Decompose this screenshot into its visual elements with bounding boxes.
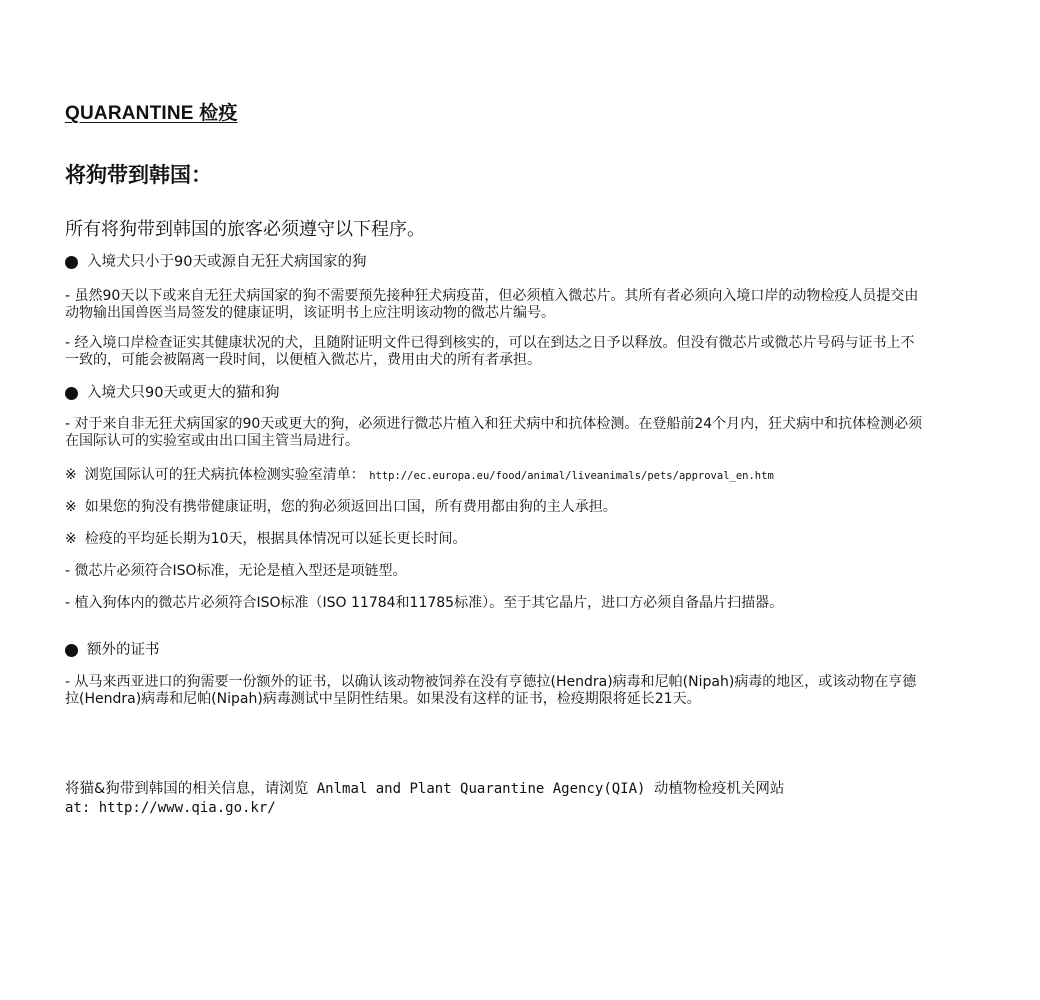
footer-agency-name: Anlmal and Plant Quarantine Agency(QIA) (308, 781, 654, 797)
footer-info (65, 780, 925, 818)
section1-heading-text: 入境犬只小于90天或源自无狂犬病国家的狗 (87, 254, 367, 270)
section2-heading-text: 入境犬只90天或更大的猫和狗 (87, 385, 280, 401)
bullet-dot-icon (65, 644, 78, 657)
note-mark: ※ (65, 467, 77, 483)
section3-paragraph-1: - 从马来西亚进口的狗需要一份额外的证书，以确认该动物被饲养在没有亨德拉(Hendra)病毒和尼帕(Nipah)病毒的地区，或该动物在亨德拉(Hendra)病毒和尼帕(Nipah)病毒测试中呈阴性结果。如果没有这样的证书，检疫期限将延长21天。 (65, 674, 917, 707)
note-quarantine-period-text: 检疫的平均延长期为10天，根据具体情况可以延长更长时间。 (84, 531, 467, 547)
footer-website-link[interactable]: at: http://www.qia.go.kr/ (65, 800, 276, 816)
section3-heading (65, 640, 160, 660)
section2-heading (65, 383, 279, 403)
section2-paragraph-1: - 对于来自非无狂犬病国家的90天或更大的狗，必须进行微芯片植入和狂犬病中和抗体检测。在登船前24个月内，狂犬病中和抗体检测必须在国际认可的实验室或由出口国主管当局进行。 (65, 416, 923, 449)
intro-text: 所有将狗带到韩国的旅客必须遵守以下程序。 (65, 219, 425, 240)
section1-paragraph-2: - 经入境口岸检查证实其健康状况的犬，且随附证明文件已得到核实的，可以在到达之日予以释放。但没有微芯片或微芯片号码与证书上不一致的，可能会被隔离一段时间，以便植入微芯片，费用由犬的所有者承担。 (65, 335, 915, 368)
lab-list-link[interactable]: http://ec.europa.eu/food/animal/liveanimals/pets/approval_en.htm (369, 470, 774, 482)
note-mark: ※ (65, 499, 77, 515)
footer-text-suffix: 动植物检疫机关网站 (653, 781, 785, 797)
section3-heading-text: 额外的证书 (87, 642, 160, 658)
note-health-certificate-text: 如果您的狗没有携带健康证明，您的狗必须返回出口国，所有费用都由狗的主人承担。 (84, 499, 617, 515)
note-mark: ※ (65, 531, 77, 547)
bullet-dot-icon (65, 387, 78, 400)
bullet-dot-icon (65, 256, 78, 269)
note-health-certificate (65, 498, 925, 516)
document-title: QUARANTINE 检疫 (65, 103, 238, 124)
section1-heading (65, 252, 366, 272)
note-lab-list (65, 466, 925, 485)
section1-paragraph-1: - 虽然90天以下或来自无狂犬病国家的狗不需要预先接种狂犬病疫苗，但必须植入微芯片。其所有者必须向入境口岸的动物检疫人员提交由动物输出国兽医当局签发的健康证明，该证明书上应注明该动物的微芯片编号。 (65, 288, 919, 321)
footer-text-prefix: 将猫&狗带到韩国的相关信息，请浏览 (65, 781, 309, 797)
note-lab-list-text: 浏览国际认可的狂犬病抗体检测实验室清单： (84, 467, 365, 483)
microchip-iso-standard: - 植入狗体内的微芯片必须符合ISO标准（ISO 11784和11785标准）。至于其它晶片，进口方必须自备晶片扫描器。 (65, 595, 784, 611)
page-subtitle: 将狗带到韩国： (65, 163, 212, 187)
microchip-iso-line: - 微芯片必须符合ISO标准，无论是植入型还是项链型。 (65, 563, 407, 579)
note-quarantine-period (65, 530, 925, 548)
document-page (65, 100, 925, 816)
